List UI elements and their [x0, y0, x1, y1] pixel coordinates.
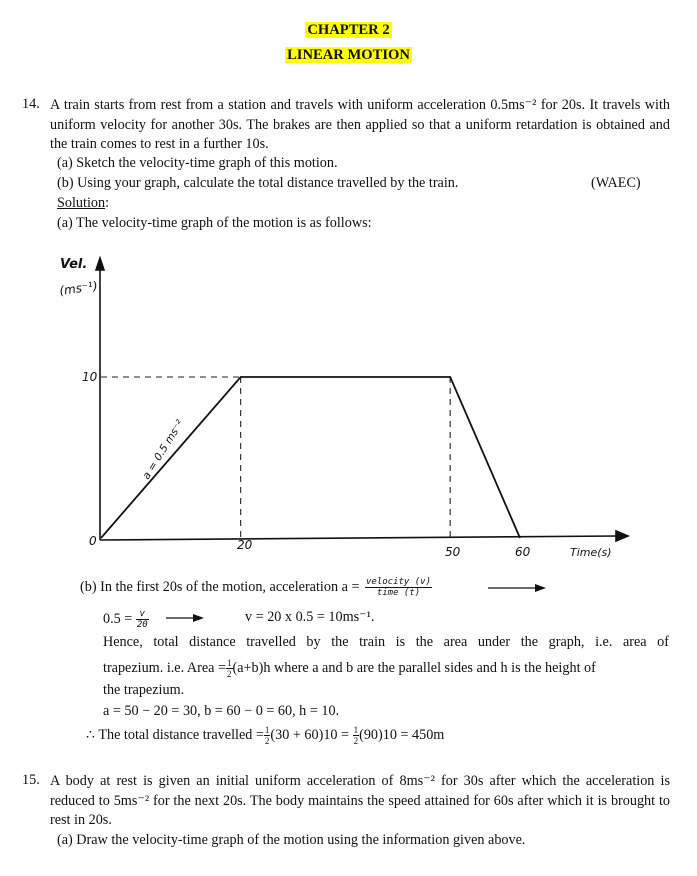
x-tick-label-20: 20: [237, 538, 253, 552]
question-15-part-a: (a) Draw the velocity-time graph of the motion using the information given above.: [57, 832, 526, 848]
y-axis-label-unit: (ms⁻¹): [58, 278, 99, 298]
chapter-heading: CHAPTER 2: [307, 22, 390, 38]
question-source: (WAEC): [591, 175, 641, 191]
x-axis-arrow: [616, 531, 628, 541]
arrow-icon: [487, 582, 547, 594]
question-14-part-a: (a) Sketch the velocity-time graph of this motion.: [57, 155, 338, 171]
question-14-part-b: (b) Using your graph, calculate the total distance travelled by the train.: [57, 175, 459, 191]
chapter-title: LINEAR MOTION: [287, 47, 410, 63]
trapezium-values: a = 50 − 20 = 30, b = 60 − 0 = 60, h = 10.: [103, 703, 340, 719]
arrow-icon: [165, 612, 205, 624]
y-axis-label-top: Vel.: [60, 257, 88, 272]
question-number-14: 14.: [22, 96, 40, 112]
question-14-text: A train starts from rest from a station and travels with uniform acceleration 0.5ms⁻² for 20s. It travels with uniform velocity for another 30s. The brakes are then applied so that a uniform retardation is obtained and the train comes to rest in a further 10s.: [50, 97, 670, 152]
hence-line-1: Hence, total distance travelled by the train is the area under the graph, i.e. area of: [103, 634, 669, 650]
y-tick-label-10: 10: [82, 370, 98, 384]
hence-line-2: trapezium. i.e. Area = $\frac{1}{2}$ (a+b)h where a and b are the parallel sides and h is the height of: [103, 658, 596, 679]
x-axis: [100, 536, 618, 540]
x-axis-label: Time(s): [570, 546, 612, 559]
question-number-15: 15.: [22, 772, 40, 788]
solution-label: Solution:: [57, 195, 110, 211]
origin-label: 0: [89, 534, 97, 548]
x-tick-label-60: 60: [515, 545, 531, 559]
hence-line-3: the trapezium.: [103, 682, 185, 698]
equation-1-right: v = 20 x 0.5 = 10ms⁻¹.: [245, 609, 375, 625]
y-axis-arrow: [96, 258, 104, 270]
total-distance: ∴ The total distance travelled = $\frac{1}{2}$ (30 + 60)10 = $\frac{1}{2}$ (90)10 = 450m: [86, 725, 445, 746]
equation-1-left: 0.5 = $\frac{v}{20}$: [103, 609, 148, 630]
slope-annotation: a = 0.5 ms⁻²: [140, 418, 187, 482]
solution-b-intro: (b) In the first 20s of the motion, acceleration a = $\frac{\text{velocity (v)}}{\text{time (t)}}$: [80, 577, 432, 598]
solution-a-text: (a) The velocity-time graph of the motion is as follows:: [57, 215, 372, 231]
question-15-text: A body at rest is given an initial uniform acceleration of 8ms⁻² for 30s after which the acceleration is reduced to 5ms⁻² for the next 20s. The body maintains the speed attained for 60s after which it is brought to rest in 20s.: [50, 773, 670, 828]
x-tick-label-50: 50: [445, 545, 461, 559]
